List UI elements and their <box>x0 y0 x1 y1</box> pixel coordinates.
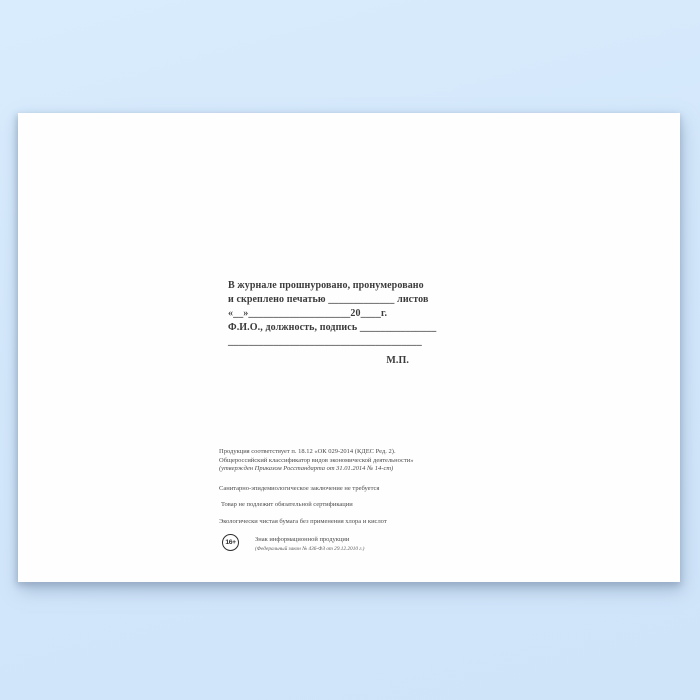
age-rating-text <box>255 534 364 553</box>
stamp-line-2: и скреплено печатью _____________ листов <box>228 294 429 305</box>
stamp-line-4: Ф.И.О., должность, подпись _______________ <box>228 322 437 333</box>
certification-note: Товар не подлежит обязательной сертификации <box>221 501 353 508</box>
compliance-block <box>219 448 449 553</box>
standard-paragraph <box>219 448 449 474</box>
age-16-plus-icon: 16+ <box>222 534 239 551</box>
age-rating-law: (Федеральный закон № 436-ФЗ от 29.12.2010 г.) <box>255 546 365 552</box>
stamp-line-5: ______________________________________ <box>228 336 422 347</box>
standard-line-3: (утвержден Приказом Росстандарта от 31.01.2014 № 14-ст) <box>219 465 394 472</box>
age-rating-label: Знак информационной продукции <box>255 536 350 543</box>
journal-back-page <box>18 113 680 582</box>
lacing-certification-block <box>228 279 437 368</box>
standard-line-1: Продукция соответствует п. 18.12 «ОК 029-2014 (КДЕС Ред. 2). <box>219 448 396 455</box>
stamp-line-3: «__»____________________20____г. <box>228 308 388 319</box>
seal-place-label: М.П. <box>386 355 409 366</box>
sanitary-note: Санитарно-эпидемиологическое заключение не требуется <box>219 484 380 492</box>
standard-line-2: Общероссийский классификатор видов экономической деятельности» <box>219 456 414 464</box>
stamp-line-1: В журнале прошнуровано, пронумеровано <box>228 280 424 291</box>
age-rating-row <box>219 534 449 553</box>
eco-paper-note: Экологически чистая бумага без применения хлора и кислот <box>219 517 387 525</box>
